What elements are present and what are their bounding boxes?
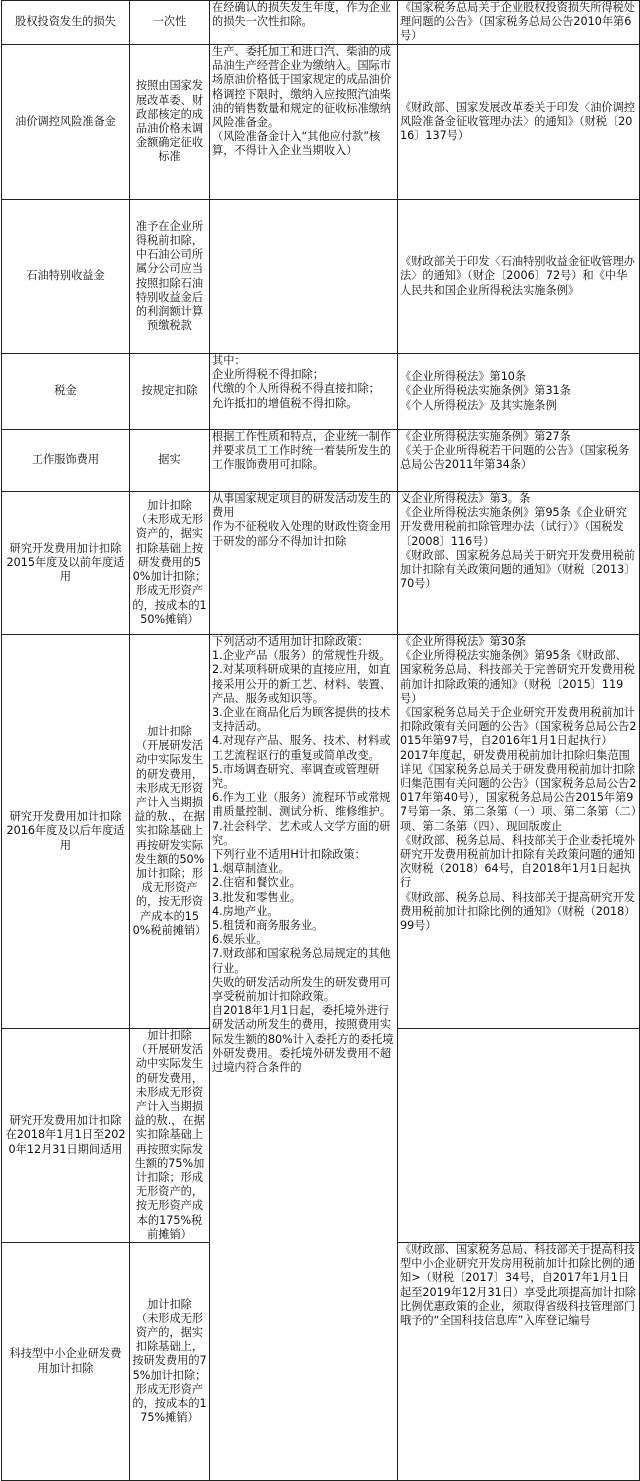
- item-cell: 研究开发费用加计扣除 在2018年1月1日至2020年12月31日期间适用: [2, 1029, 130, 1243]
- method-cell: 加计扣除 （未形成无形资产的，据实扣除基础上按研发费用的50%加计扣除；形成无形资产的，按成本的150%摊销）: [130, 492, 210, 635]
- table-row: [2, 430, 640, 492]
- item-cell: 税金: [2, 354, 130, 430]
- basis-cell: 《财政部、国家发展改革委关于印发〈油价调控风险准备金征收管理办法〉的通知》（财税〔2016〕137号）: [398, 45, 640, 200]
- item-cell: 股权投资发生的损失: [2, 1, 130, 45]
- basis-cell: 《财政部关于印发〈石油特别收益金征收管理办法〉的通知》（财企〔2006〕72号）和《中华人民共和国企业所得税法实施条例》: [398, 200, 640, 354]
- basis-cell: 《企业所得税法实施条例》第27条 《关于企业所得税若干问题的公告》（国家税务总局公告2011年第34条）: [398, 430, 640, 492]
- basis-cell: 《财政部、国家税务总局、科技部关于提高科技型中小企业研究开发房用税前加计扣除比例的通知>（财税〔2017〕34号，自2017年1月1日起至2019年12月31日）享受此项提高加计扣除比例优惠政策的企业，须取得省级科技管理部门哦予的“全国科技信息库”入库登记编号: [398, 1243, 640, 1481]
- item-cell: 研究开发费用加计扣除 2015年度及以前年度适用: [2, 492, 130, 635]
- method-cell: 加计扣除 （开展研发活动中实际发生的研发费用，未形成无形资产计入当期损益的敖.，在据实扣除基础上再按研发实际发生额的50%加计扣除；形成无形资产的，按无形资产成本的150%税前摊销）: [130, 635, 210, 1029]
- basis-cell: 《国家税务总局关于企业股权投资损失所得税处理问题的公告》（国家税务总局公告2010年第6号）: [398, 1, 640, 45]
- item-cell: 油价调控风险准备金: [2, 45, 130, 200]
- method-cell: 加计扣除 （未形成无形资产的，据实扣除基础上，按研发费用的75%加计扣除；形成无形资产的，按成本的175%摊销）: [130, 1243, 210, 1481]
- note-cell: 在经确认的损失发生年度，作为企业的损失一次性扣除。: [210, 1, 398, 45]
- table-row: [2, 200, 640, 354]
- item-cell: 工作服饰费用: [2, 430, 130, 492]
- table-row: [2, 45, 640, 200]
- table-row: [2, 492, 640, 635]
- basis-cell: [398, 1029, 640, 1243]
- table-row: [2, 1, 640, 45]
- item-cell: 科技型中小企业研发费用加计扣除: [2, 1243, 130, 1481]
- note-cell: 生产、委托加工和进口汽、柴油的成品油生产经营企业为缴纳入。国际市场原油价格低于国家规定的成品油价格调控下限时，缴纳入应按照汽油柴油的销售数量和规定的征收标准缴纳风险准备金。 （风险准备金计入“其他应付款”核算，不得计入企业当期收入）: [210, 45, 398, 200]
- method-cell: 按照由国家发展改革委、财政部核定的成品油价格未调金额确定征收标准: [130, 45, 210, 200]
- tax-deduction-table: [1, 0, 640, 1481]
- note-cell: 下列活动不适用加计扣除政策： 1.企业产品（服务）的常规性升级。 2.对某项科研成果的直接应用，如直接采用公开的新工艺、材料、装置、产品、服务或知识等。 3.企业在商品化后为顾客提供的技术支持活动。 4.对现存产品、服务、技术、材料或工艺流程讴行的重复或简单改变。 5.市场调查研究、率调查或管理研究。 6.作为工业（服务）流程环节或常规甫质量控制、测试分析、维修维护。 7.社会科学、艺术或人文学方面的研究。 下列行业不适用H计扣除政策： 1.烟草制渣业。 2.住宿和餐饮业。 3.批发和零售业。 4.房地产业。 5.租赁和商务服务业。 6.娱乐业。 7.财政部和国家税务总局规定的其他行业。 失败的研发活动所发生的研发费用可享受税前加计扣除政策。 自2018年1月1日起，委托境外进行研发活动所发生的费用，按照费用实际发生额的80%计入委托方的委托境外研发费用。委托境外研发费用不超过境内符合条件的: [210, 635, 398, 1481]
- note-cell: [210, 200, 398, 354]
- method-cell: 一次性: [130, 1, 210, 45]
- item-cell: 研究开发费用加计扣除 2016年度及以后年度适用: [2, 635, 130, 1029]
- table-row: [2, 635, 640, 1029]
- basis-cell: 《企业所得税法》第30条 《企业所得税法实施条例》第95条《财政部、国家税务总局、科技部关于完善研究开发费用税前加计扣除政策的通知》（财税〔2015〕119号） 《国家税务总局关于企业研究开发费用税前加计扣除政策有关问题的公告》（国家税务总局公告2015年第97号，自2016年1月1日起执行） 2017年度起，研发费用税前加计扣除归集范围详见《国家税务总局关于研发费用税前加计扣除归集范围有关问题的公告》（国家税务总局公告2017年第40号），国家税务总局公告2015年第97号第一条、第二条第（一）项、第二条第（二）项、第二条第（四）、现回版废止 《财政部、税务总局、科技部关于企业委托境外研究开发费用税前加计扣除有关政策问题的通知次财税（2018）64号，自2018年1月1日起执行 《财政部、税务总局、科技部关于提高研究开发费用税前加计扣除比例的通知》（财税（2018）99号）: [398, 635, 640, 1029]
- method-cell: 据实: [130, 430, 210, 492]
- note-cell: 从事国家规定项目的研发活动发生的费用 作为不征税收入处理的财政性资金用于研发的部分不得加计扣除: [210, 492, 398, 635]
- note-cell: 其中： 企业所得税不得扣除； 代缴的个人所得税不得直接扣除； 允许抵扣的增值税不得扣除。: [210, 354, 398, 430]
- note-cell: 根据工作性质和特点，企业统一制作并要求员工工作时统一着装所发生的工作服饰费用可扣除。: [210, 430, 398, 492]
- basis-cell: 《企业所得税法》第10条 《企业所得税法实施条例》第31条 《个人所得税法》及其实施条例: [398, 354, 640, 430]
- table-row: [2, 354, 640, 430]
- method-cell: 准予在企业所得税前扣除，中石油公司所属分公司应当按照扣除石油特别收益金后的利润额计算预缴税款: [130, 200, 210, 354]
- method-cell: 加计扣除 （开展研发活动中实际发生的研发费用，未形成无形资产计入当期损益的敖.，在据实扣除基础上再按照实际发生额的75%加计扣除；形成无形资产的，按无形资产成本的175%税前摊销）: [130, 1029, 210, 1243]
- basis-cell: 义企业所得税法》第3。条 《企业所得税法实施条例》第95条《企业研究开发费用税前扣除管理办法（试行）》（国税发〔2008〕116号） 《财政部、国家税务总局关于研究开发费用税前加计扣除有关政策问题的通知》（财税〔2013〕70号）: [398, 492, 640, 635]
- method-cell: 按规定扣除: [130, 354, 210, 430]
- item-cell: 石油特别收益金: [2, 200, 130, 354]
